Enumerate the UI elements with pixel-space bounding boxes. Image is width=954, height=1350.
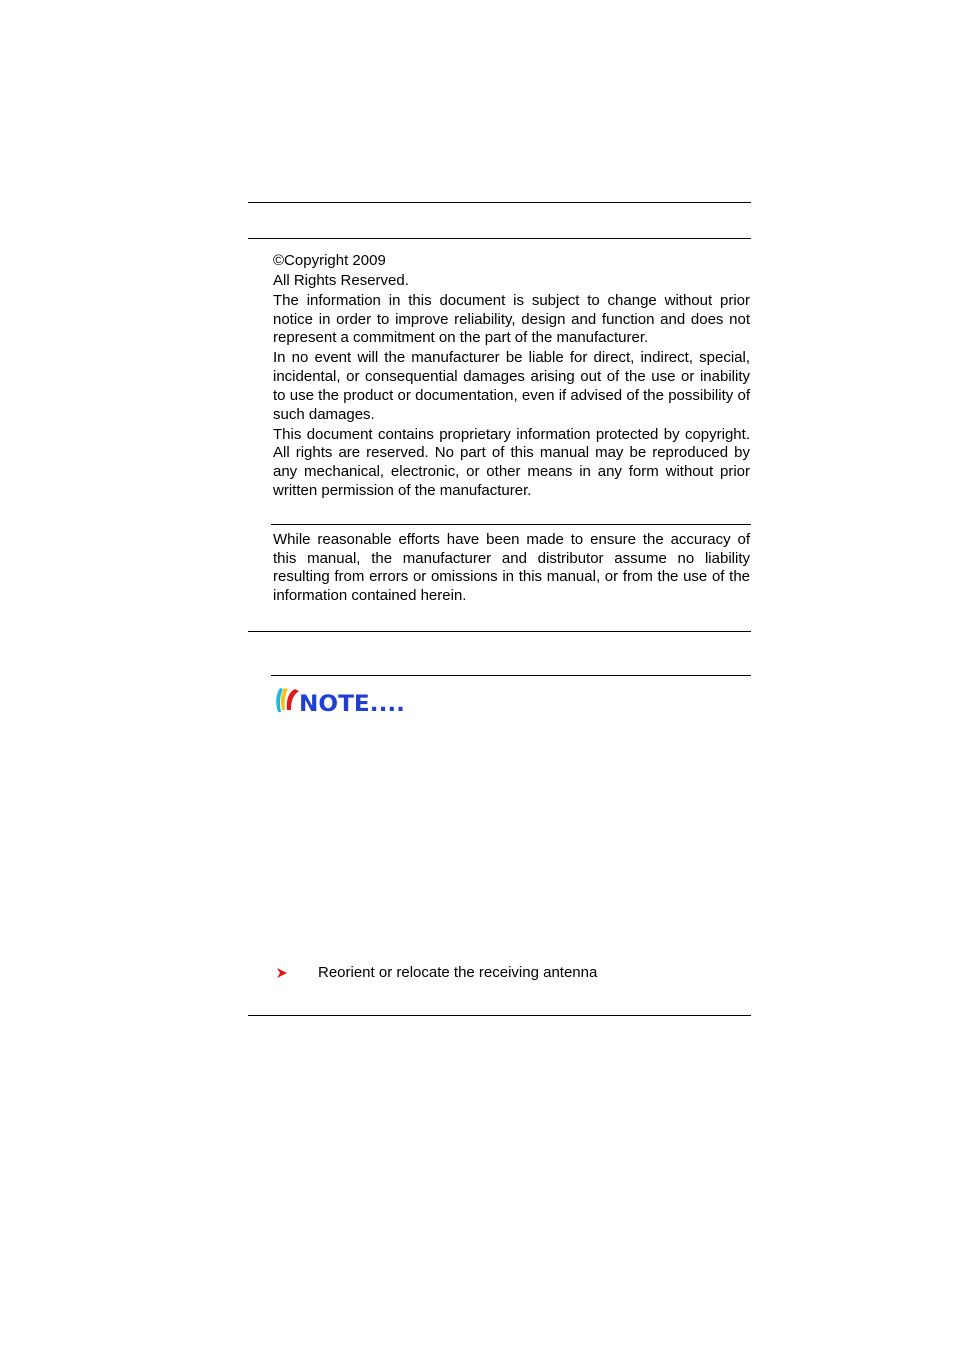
list-item	[276, 963, 750, 983]
liability-paragraph: In no event will the manufacturer be liable for direct, indirect, special, incidental, or consequential damages arising out of the use or inability to use the product or documentation, even if advised of the possibility of such damages.	[273, 349, 750, 423]
copyright-line: ©Copyright 2009	[273, 252, 386, 269]
note-logo-icon	[274, 686, 410, 718]
copyright-section	[273, 252, 750, 500]
rights-reserved: All Rights Reserved.	[273, 272, 409, 289]
bullet-text: Reorient or relocate the receiving antenna	[318, 964, 598, 981]
swoosh-red-icon	[287, 689, 299, 710]
disclaimer-section	[273, 531, 750, 606]
proprietary-paragraph: This document contains proprietary information protected by copyright. All rights are reserved. No part of this manual may be reproduced by any mechanical, electronic, or other means in any form without prior written permission of the manufacturer.	[273, 425, 750, 499]
disclaimer-paragraph: While reasonable efforts have been made to ensure the accuracy of this manual, the manufacturer and distributor assume no liability resulting from errors or omissions in this manual, or from the use of the information contained herein.	[273, 531, 750, 605]
footer-rule	[248, 1015, 751, 1016]
section-rule	[248, 631, 751, 632]
header-rule-bottom	[248, 238, 751, 239]
change-notice-paragraph: The information in this document is subject to change without prior notice in order to improve reliability, design and function and does not represent a commitment on the part of the manufacturer.	[273, 292, 750, 347]
disclaimer-rule	[271, 524, 751, 525]
arrowhead-bullet-icon	[276, 968, 288, 978]
note-rule	[271, 675, 751, 676]
note-logo-text: NOTE....	[299, 692, 405, 717]
header-rule-top	[248, 202, 751, 203]
